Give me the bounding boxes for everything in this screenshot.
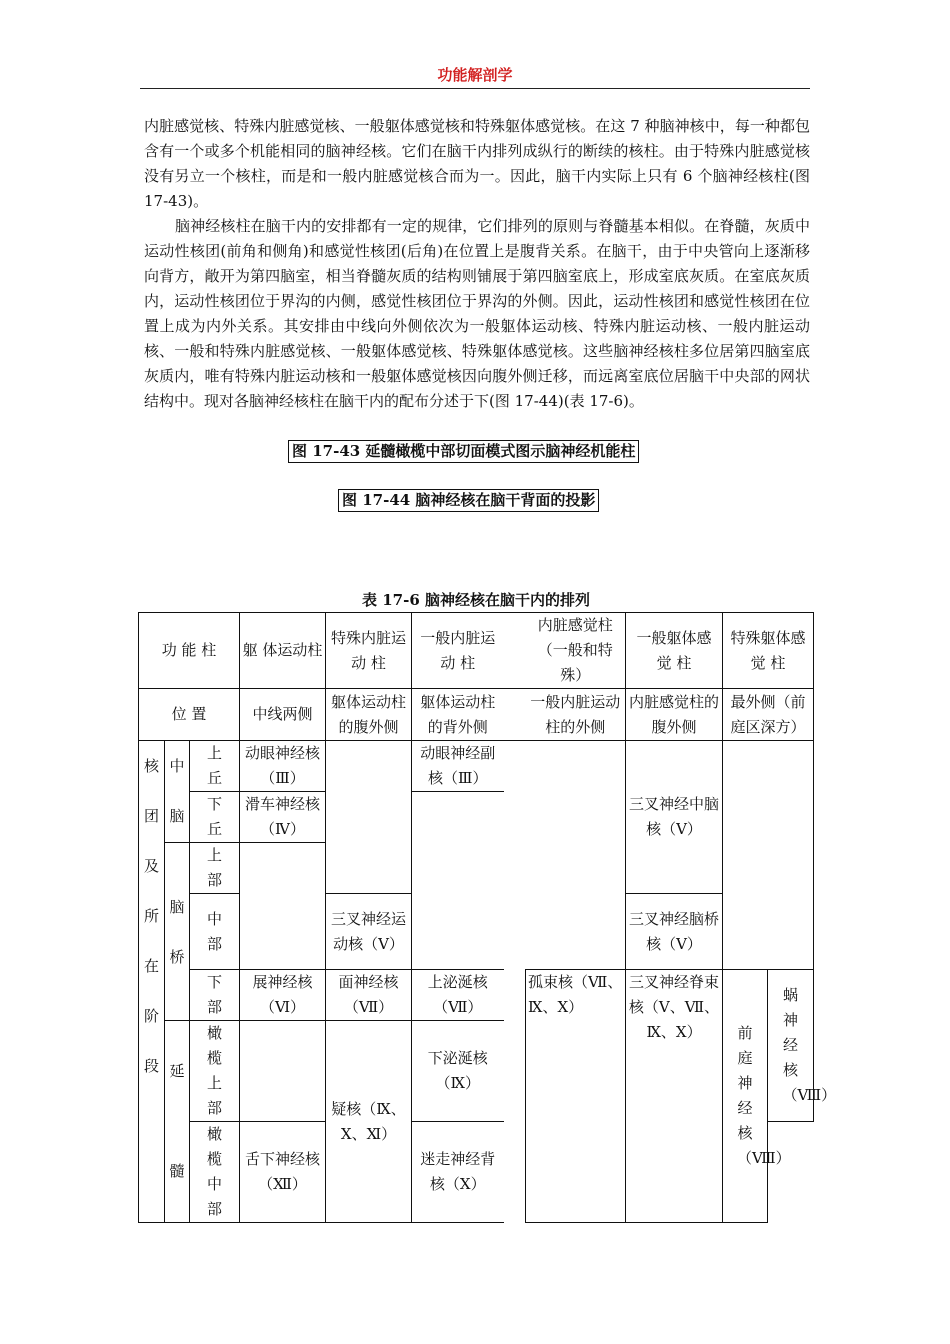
header-somatic-motor: 躯 体运动柱: [240, 613, 326, 689]
header-divider: [140, 88, 810, 89]
position-row: [139, 689, 814, 741]
cell-trigeminal-mesencephalic: 三叉神经中脑核（Ⅴ）: [626, 741, 723, 894]
figure-17-43-caption: 图 17-43 延髓橄榄中部切面模式图示脑神经机能柱: [288, 440, 639, 463]
header-general-somatic-sensory: 一般躯体感 觉 柱: [626, 613, 723, 689]
olive-upper-label: 橄榄上部: [190, 1021, 240, 1122]
pons-upper-label: 上部: [190, 843, 240, 894]
inferior-colliculus-label: 下丘: [190, 792, 240, 843]
cell-gvm-empty-upper: [412, 792, 504, 970]
cell-hypoglossal: 舌下神经核（Ⅻ）: [240, 1122, 326, 1223]
row-superior-colliculus: [139, 741, 814, 792]
position-general-visceral-motor: 躯体运动柱的背外侧: [412, 689, 504, 741]
superior-colliculus-label: 上丘: [190, 741, 240, 792]
cell-vs-empty-upper: [526, 741, 626, 970]
cell-cochlear: 蜗神经核（Ⅷ）: [768, 970, 814, 1122]
position-spacer: [504, 689, 526, 741]
figure-17-44-caption: 图 17-44 脑神经核在脑干背面的投影: [338, 489, 599, 512]
cranial-nuclei-table: [138, 612, 837, 1223]
header-special-visceral-motor: 特殊内脏运 动 柱: [326, 613, 412, 689]
table-header-row: [139, 613, 814, 689]
cell-vestibular: 前庭神经核（Ⅷ）: [723, 970, 768, 1223]
cell-sss-empty-upper: [723, 741, 814, 970]
cell-abducens: 展神经核（Ⅵ）: [240, 970, 326, 1021]
cell-trigeminal-pontine: 三叉神经脑桥核（Ⅴ）: [626, 894, 723, 970]
cell-trigeminal-spinal: 三叉神经脊束核（Ⅴ、Ⅶ、Ⅸ、Ⅹ）: [626, 970, 723, 1223]
cell-superior-salivatory: 上泌涎核（Ⅶ）: [412, 970, 504, 1021]
paragraph-2: 脑神经核柱在脑干内的安排都有一定的规律，它们排列的原则与脊髓基本相似。在脊髓，灰质中运动性核团(前角和侧角)和感觉性核团(后角)在位置上是腹背关系。在脑干，由于中央管向上逐渐移向背方，敞开为第四脑室，相当脊髓灰质的结构则铺展于第四脑室底上，形成室底灰质。在室底灰质内，运动性核团位于界沟的内侧，感觉性核团位于界沟的外侧。因此，运动性核团和感觉性核团在位置上成为内外关系。其安排由中线向外侧依次为一般躯体运动核、特殊内脏运动核、一般内脏运动核、一般和特殊内脏感觉核、一般躯体感觉核、特殊躯体感觉核。这些脑神经核柱多位居第四脑室底灰质内，唯有特殊内脏运动核和一般躯体感觉核因向腹外侧迁移，而远离室底位居脑干中央部的网状结构中。现对各脑神经核柱在脑干内的配布分述于下(图 17-44)(表 17-6)。: [144, 217, 810, 410]
cell-sm-empty-pons: [240, 843, 326, 970]
table-title: 表 17-6 脑神经核在脑干内的排列: [362, 591, 590, 609]
row-pons-lower: [139, 970, 814, 1021]
cell-facial: 面神经核（Ⅶ）: [326, 970, 412, 1021]
header-spacer: [504, 613, 526, 689]
header-visceral-sensory: 内脏感觉柱（一般和特殊）: [526, 613, 626, 689]
position-somatic-motor: 中线两侧: [240, 689, 326, 741]
row-group-label: 核团及所在阶段: [139, 741, 165, 1223]
medulla-label: 延髓: [165, 1021, 190, 1223]
midbrain-label: 中脑: [165, 741, 190, 843]
cell-cochlear-empty-lower: [768, 1122, 814, 1223]
cell-vagus-dorsal: 迷走神经背核（Ⅹ）: [412, 1122, 504, 1223]
pons-label: 脑桥: [165, 843, 190, 1021]
pons-lower-label: 下部: [190, 970, 240, 1021]
position-label: 位 置: [139, 689, 240, 741]
cell-oculomotor-accessory: 动眼神经副核（Ⅲ）: [412, 741, 504, 792]
cell-oculomotor: 动眼神经核（Ⅲ）: [240, 741, 326, 792]
body-text: [144, 114, 810, 414]
cell-inferior-salivatory: 下泌涎核（Ⅸ）: [412, 1021, 504, 1122]
olive-middle-label: 橄榄中部: [190, 1122, 240, 1223]
paragraph-1: 内脏感觉核、特殊内脏感觉核、一般躯体感觉核和特殊躯体感觉核。在这 7 种脑神核中，每一种都包含有一个或多个机能相同的脑神经核。它们在脑干内排列成纵行的断续的核柱。由于特殊内脏感觉核没有另立一个核柱，而是和一般内脏感觉核合而为一。因此，脑干内实际上只有 6 个脑神经核柱(图 17-43)。: [144, 117, 810, 210]
spacer-column-upper: [504, 741, 526, 1021]
pons-middle-label: 中部: [190, 894, 240, 970]
position-general-somatic-sensory: 内脏感觉柱的腹外侧: [626, 689, 723, 741]
position-special-visceral-motor: 躯体运动柱的腹外侧: [326, 689, 412, 741]
spacer-column-lower: [504, 1021, 526, 1223]
cell-ambiguus: 疑核（Ⅸ、Ⅹ、Ⅺ）: [326, 1021, 412, 1223]
header-special-somatic-sensory: 特殊躯体感 觉 柱: [723, 613, 814, 689]
page-header-title: 功能解剖学: [437, 66, 513, 84]
cell-sm-empty-medulla: [240, 1021, 326, 1122]
position-visceral-sensory: 一般内脏运动柱的外侧: [526, 689, 626, 741]
cell-svm-empty-upper: [326, 741, 412, 894]
cell-trochlear: 滑车神经核（Ⅳ）: [240, 792, 326, 843]
header-function-column: 功 能 柱: [139, 613, 240, 689]
header-general-visceral-motor: 一般内脏运 动 柱: [412, 613, 504, 689]
cell-solitary: 孤束核（Ⅶ、Ⅸ、Ⅹ）: [526, 970, 626, 1223]
position-special-somatic-sensory: 最外侧（前庭区深方）: [723, 689, 814, 741]
cell-trigeminal-motor: 三叉神经运动核（Ⅴ）: [326, 894, 412, 970]
